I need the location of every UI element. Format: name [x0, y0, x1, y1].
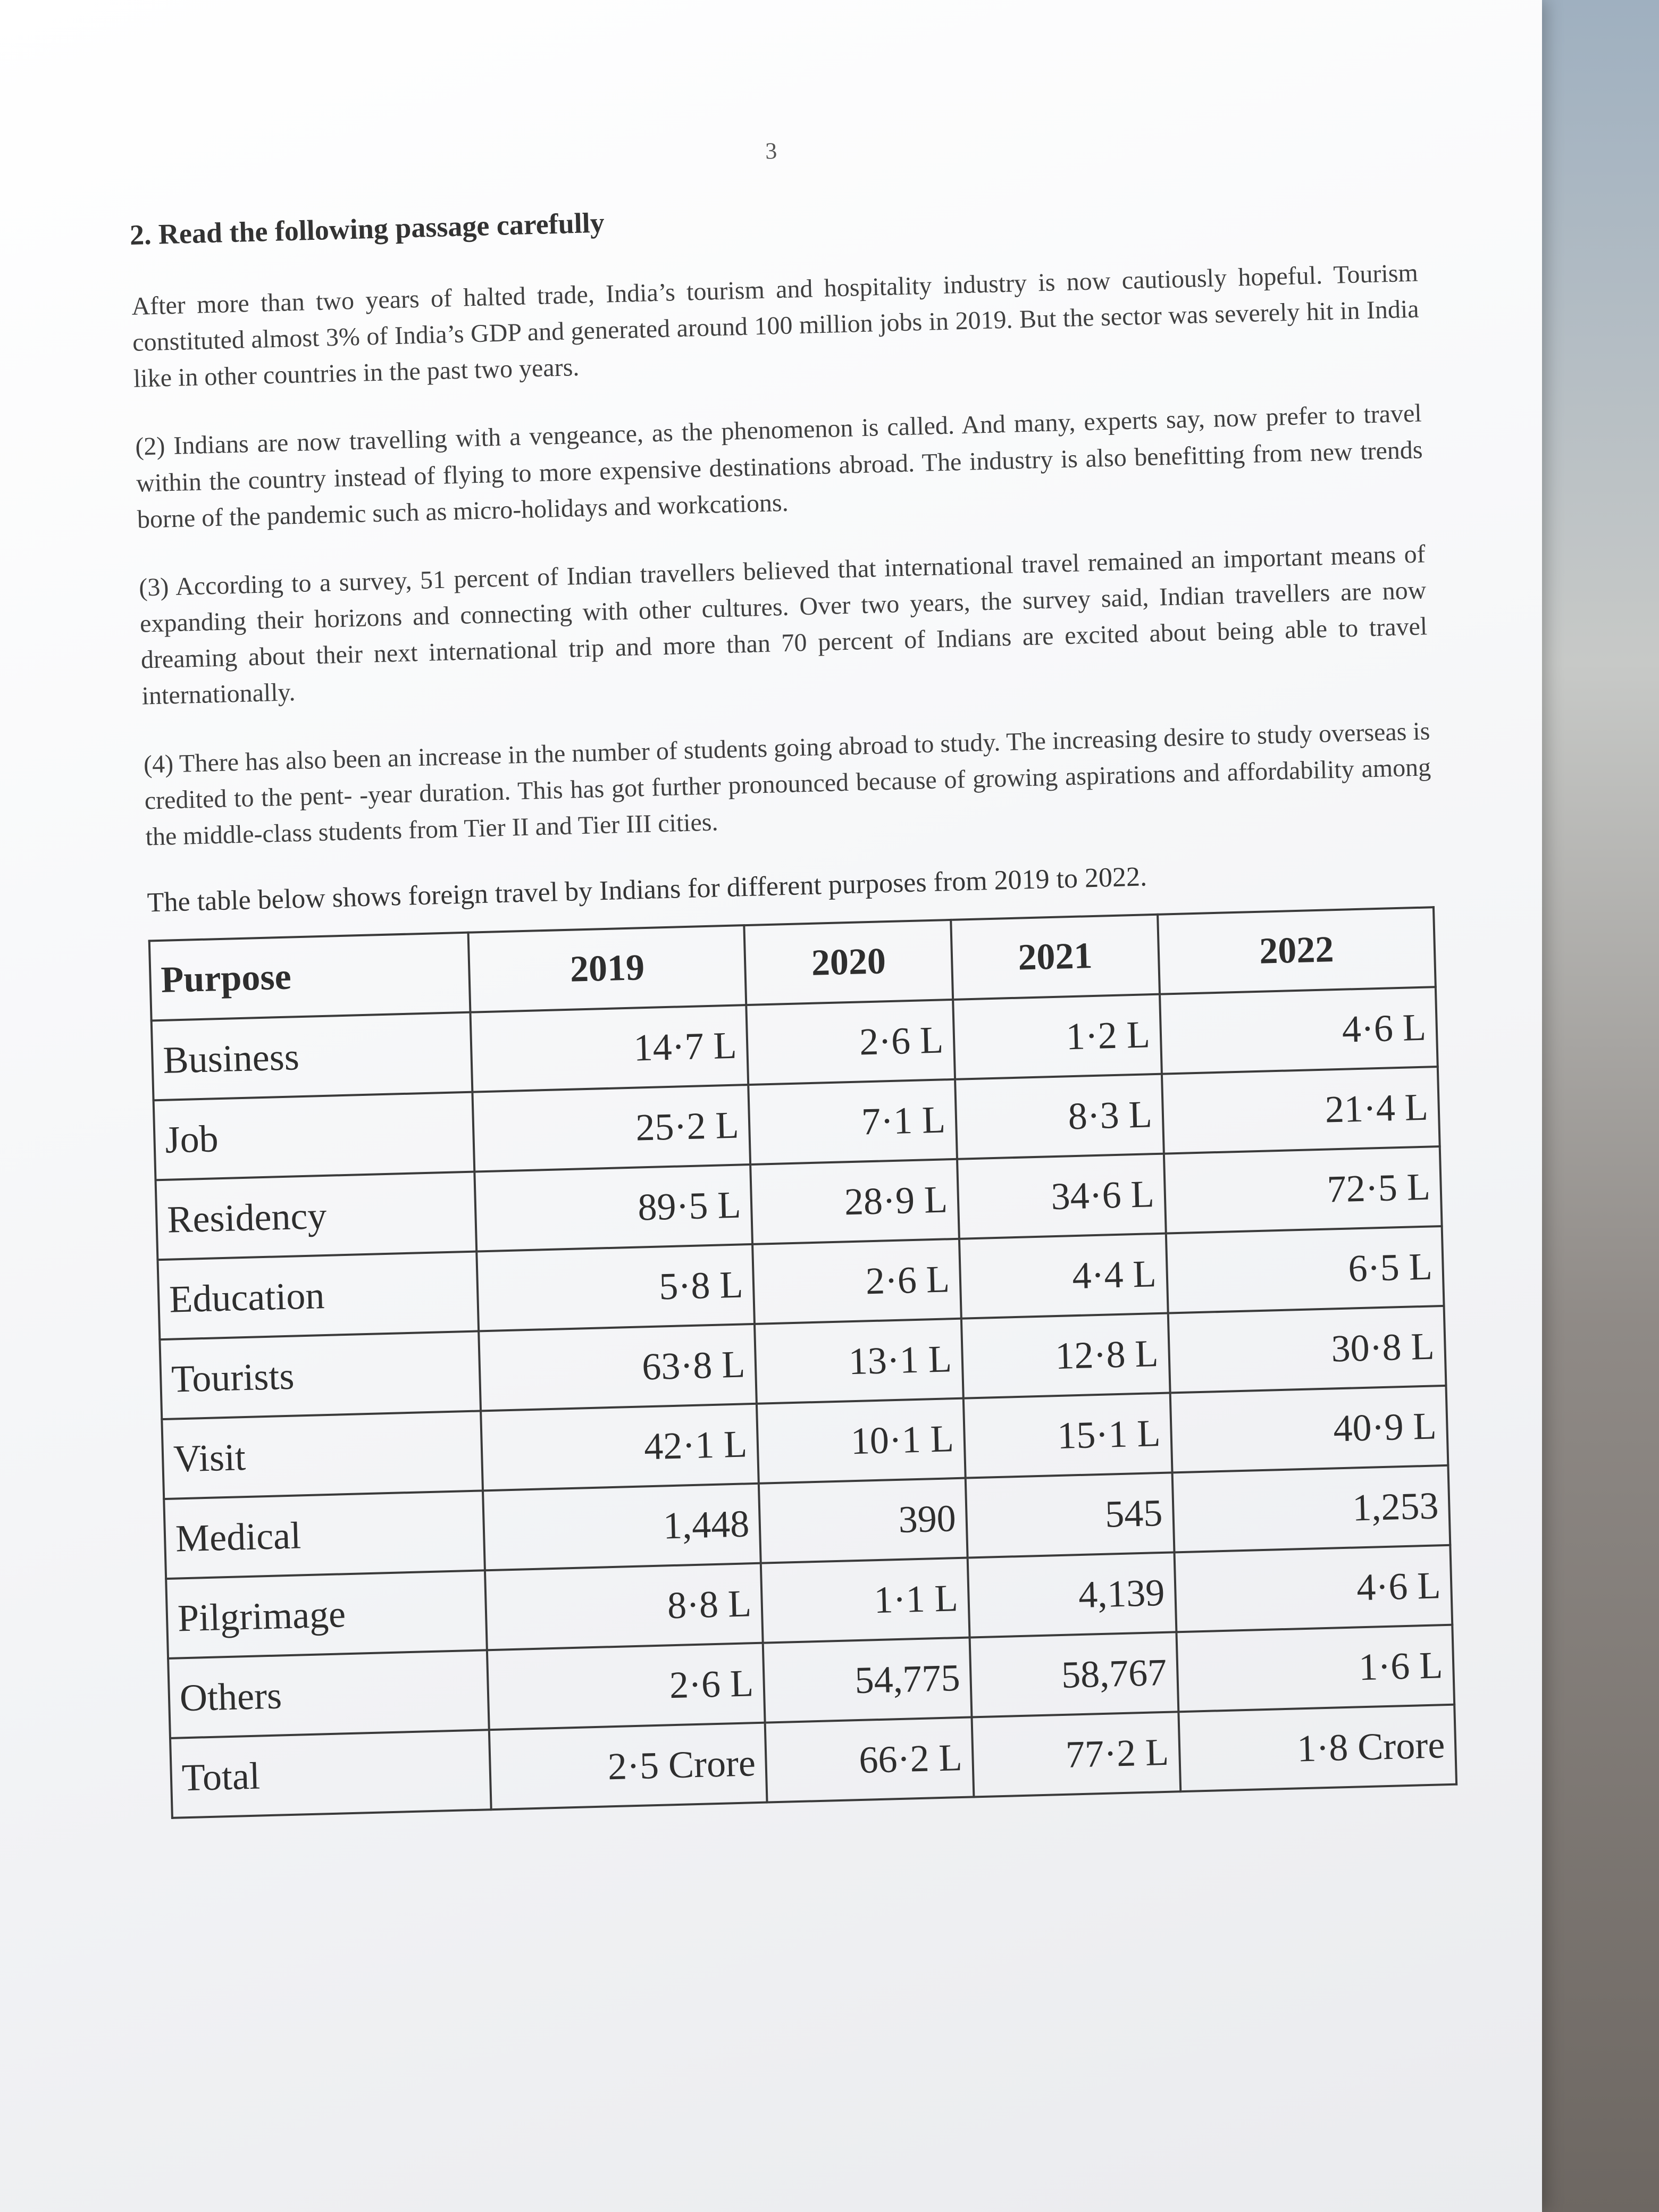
header-purpose: Purpose	[149, 933, 471, 1021]
cell-2021: 58,767	[970, 1632, 1179, 1717]
row-purpose: Job	[154, 1092, 475, 1180]
cell-2022: 21·4 L	[1162, 1067, 1440, 1154]
cell-2020: 7·1 L	[748, 1079, 957, 1164]
cell-2022: 1,253	[1172, 1465, 1450, 1553]
cell-2022: 4·6 L	[1174, 1545, 1452, 1632]
passage-paragraph-1: After more than two years of halted trade, India’s tourism and hospitality industry is now cautiously hopeful. Tourism constituted almost 3% of India’s GDP and generated around 100 million jobs in 2019. But the sector was severely hit in India like in other countries in the past two years.	[131, 258, 1420, 393]
row-purpose: Medical	[164, 1490, 485, 1579]
printed-content	[128, 121, 1457, 1819]
cell-2021: 545	[966, 1472, 1175, 1557]
cell-2021: 1·2 L	[953, 994, 1162, 1079]
row-purpose: Others	[168, 1650, 489, 1738]
cell-2019: 25·2 L	[472, 1085, 750, 1172]
cell-2021: 77·2 L	[971, 1712, 1180, 1797]
row-purpose: Education	[157, 1252, 479, 1340]
cell-2022: 1·8 Crore	[1178, 1705, 1456, 1792]
cell-2020: 1·1 L	[761, 1558, 970, 1643]
table-caption: The table below shows foreign travel by Indians for different purposes from 2019 to 2022.	[147, 861, 1147, 918]
cell-2022: 72·5 L	[1164, 1146, 1442, 1234]
passage-paragraph-3: (3) According to a survey, 51 percent of Indian travellers believed that international travel remained an important means of expanding their horizons and connecting with other cultures. Over two years, the survey said, Indian travellers are now dreaming about their next international trip and more than 70 percent of Indians are excited about being able to travel internationally.	[138, 540, 1428, 711]
cell-2019: 42·1 L	[481, 1404, 759, 1491]
header-2021: 2021	[951, 915, 1160, 1000]
cell-2019: 8·8 L	[485, 1563, 763, 1650]
cell-2020: 2·6 L	[747, 1000, 956, 1085]
page-number: 3	[765, 138, 777, 164]
cell-2022: 1·6 L	[1176, 1625, 1454, 1712]
cell-2019: 2·5 Crore	[489, 1723, 767, 1810]
cell-2020: 28·9 L	[750, 1159, 959, 1244]
cell-2020: 10·1 L	[757, 1398, 966, 1484]
cell-2021: 34·6 L	[957, 1154, 1166, 1239]
header-2020: 2020	[744, 920, 953, 1005]
cell-2019: 2·6 L	[487, 1643, 765, 1730]
cell-2019: 63·8 L	[479, 1324, 757, 1411]
row-purpose: Pilgrimage	[166, 1570, 487, 1658]
row-purpose: Tourists	[160, 1331, 481, 1420]
cell-2021: 15·1 L	[963, 1393, 1172, 1478]
row-purpose: Business	[152, 1012, 473, 1101]
cell-2019: 5·8 L	[476, 1244, 755, 1331]
cell-2019: 89·5 L	[474, 1164, 752, 1252]
row-purpose: Total	[170, 1730, 491, 1818]
cell-2021: 4·4 L	[959, 1234, 1168, 1319]
header-2022: 2022	[1158, 907, 1436, 994]
question-title: 2. Read the following passage carefully	[129, 206, 605, 251]
cell-2020: 2·6 L	[752, 1239, 961, 1324]
row-purpose: Visit	[162, 1411, 483, 1499]
cell-2020: 13·1 L	[755, 1319, 963, 1404]
row-purpose: Residency	[156, 1172, 477, 1260]
cell-2022: 30·8 L	[1168, 1306, 1446, 1393]
cell-2020: 54,775	[763, 1638, 972, 1723]
cell-2021: 4,139	[968, 1552, 1177, 1637]
cell-2020: 390	[759, 1478, 968, 1563]
cell-2022: 40·9 L	[1170, 1386, 1448, 1473]
cell-2021: 8·3 L	[955, 1074, 1164, 1159]
cell-2019: 14·7 L	[470, 1005, 748, 1092]
cell-2022: 4·6 L	[1160, 987, 1438, 1074]
passage-paragraph-4: (4) There has also been an increase in the number of students going abroad to study. The increasing desire to study overseas is credited to the pent- -year duration. This has got further pronounced because of growing aspirations and affordability among the middle-class students from Tier II and Tier III cities.	[143, 716, 1431, 851]
foreign-travel-table	[148, 906, 1457, 1819]
header-2019: 2019	[468, 925, 747, 1012]
cell-2021: 12·8 L	[961, 1313, 1170, 1398]
cell-2020: 66·2 L	[765, 1717, 974, 1802]
cell-2022: 6·5 L	[1166, 1226, 1444, 1313]
passage-paragraph-2: (2) Indians are now travelling with a vengeance, as the phenomenon is called. And many, experts say, now prefer to travel within the country instead of flying to more expensive destinations abroad. The industry is also benefitting from new trends borne of the pandemic such as micro-holidays and workcations.	[135, 399, 1423, 534]
cell-2019: 1,448	[483, 1484, 761, 1571]
